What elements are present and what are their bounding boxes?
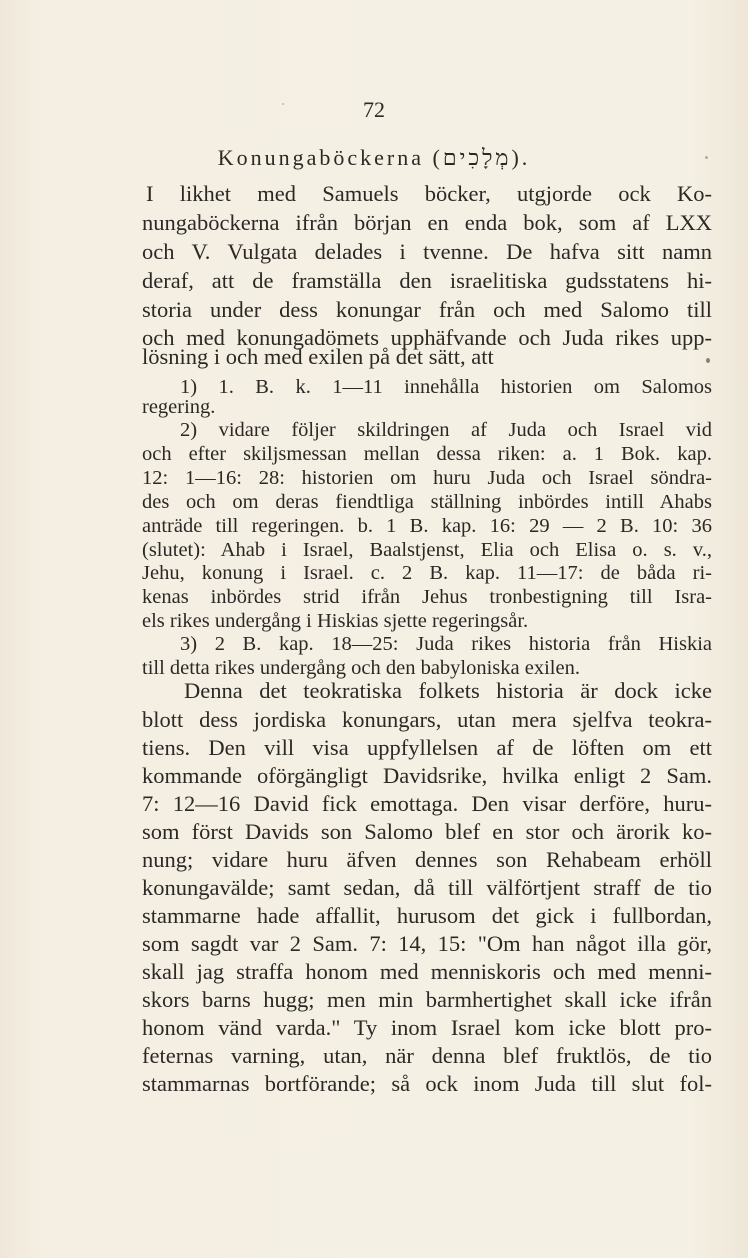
text-line: kenas inbördes strid ifrån Jehus tronbestigning till Isra-	[142, 586, 712, 608]
text-line: stammarne hade affallit, hurusom det gick i fullbordan,	[142, 903, 712, 928]
text-line: 1) 1. B. k. 1—11 innehålla historien om Salomos	[180, 376, 712, 398]
paper-speck	[706, 358, 710, 363]
text-line: skall jag straffa honom med menniskoris och med menni-	[142, 959, 712, 984]
text-line: des och om deras fiendtliga ställning inbördes intill Ahabs	[142, 491, 712, 513]
text-line: lösning i och med exilen på det sätt, att	[142, 344, 494, 369]
text-line: nung; vidare huru äfven dennes son Rehabeam erhöll	[142, 847, 712, 872]
text-line: skors barns hugg; men min barmhertighet skall icke ifrån	[142, 987, 712, 1012]
text-line: Denna det teokratiska folkets historia är dock icke	[184, 678, 712, 703]
text-line: 7: 12—16 David fick emottaga. Den visar derföre, huru-	[142, 791, 712, 816]
text-line: els rikes undergång i Hiskias sjette regeringsår.	[142, 610, 529, 632]
text-line: och med konungadömets upphäfvande och Juda rikes upp-	[142, 325, 712, 350]
text-line: deraf, att de framställa den israelitiska gudsstatens hi-	[142, 268, 712, 293]
text-line: honom vänd varda." Ty inom Israel kom icke blott pro-	[142, 1015, 712, 1040]
text-line: 12: 1—16: 28: historien om huru Juda och Israel söndra-	[142, 467, 712, 489]
text-line: 2) vidare följer skildringen af Juda och Israel vid	[180, 419, 712, 441]
paper-speck	[282, 103, 284, 105]
text-line: och efter skiljsmessan mellan dessa riken: a. 1 Bok. kap.	[142, 443, 712, 465]
text-line: storia under dess konungar från och med Salomo till	[142, 297, 712, 322]
text-line: Jehu, konung i Israel. c. 2 B. kap. 11—17: de båda ri-	[142, 562, 712, 584]
text-line: I likhet med Samuels böcker, utgjorde ock Ko-	[146, 181, 712, 206]
text-line: som sagdt var 2 Sam. 7: 14, 15: "Om han något illa gör,	[142, 931, 712, 956]
text-line: blott dess jordiska konungars, utan mera sjelfva teokra-	[142, 707, 712, 732]
text-line: anträde till regeringen. b. 1 B. kap. 16: 29 — 2 B. 10: 36	[142, 515, 712, 537]
text-line: konungavälde; samt sedan, då till välförtjent straff de tio	[142, 875, 712, 900]
text-line: som först Davids son Salomo blef en stor och ärorik ko-	[142, 819, 712, 844]
text-line: tiens. Den vill visa uppfyllelsen af de löften om ett	[142, 735, 712, 760]
text-line: feternas varning, utan, när denna blef fruktlös, de tio	[142, 1043, 712, 1068]
text-line: och V. Vulgata delades i tvenne. De hafva sitt namn	[142, 239, 712, 264]
text-line: 3) 2 B. kap. 18—25: Juda rikes historia från Hiskia	[180, 633, 712, 655]
text-line: (slutet): Ahab i Israel, Baalstjenst, Elia och Elisa o. s. v.,	[142, 539, 712, 561]
text-line: kommande oförgängligt Davidsrike, hvilka enligt 2 Sam.	[142, 763, 712, 788]
text-line: till detta rikes undergång och den babyloniska exilen.	[142, 657, 580, 679]
paper-speck	[705, 156, 708, 159]
text-line: regering.	[142, 396, 216, 418]
chapter-heading: Konungaböckerna (מְלָכִים).	[217, 145, 531, 170]
page-number: 72	[363, 97, 385, 122]
text-line: stammarnas bortförande; så ock inom Juda till slut fol-	[142, 1071, 712, 1096]
text-line: nungaböckerna ifrån början en enda bok, som af LXX	[142, 210, 712, 235]
